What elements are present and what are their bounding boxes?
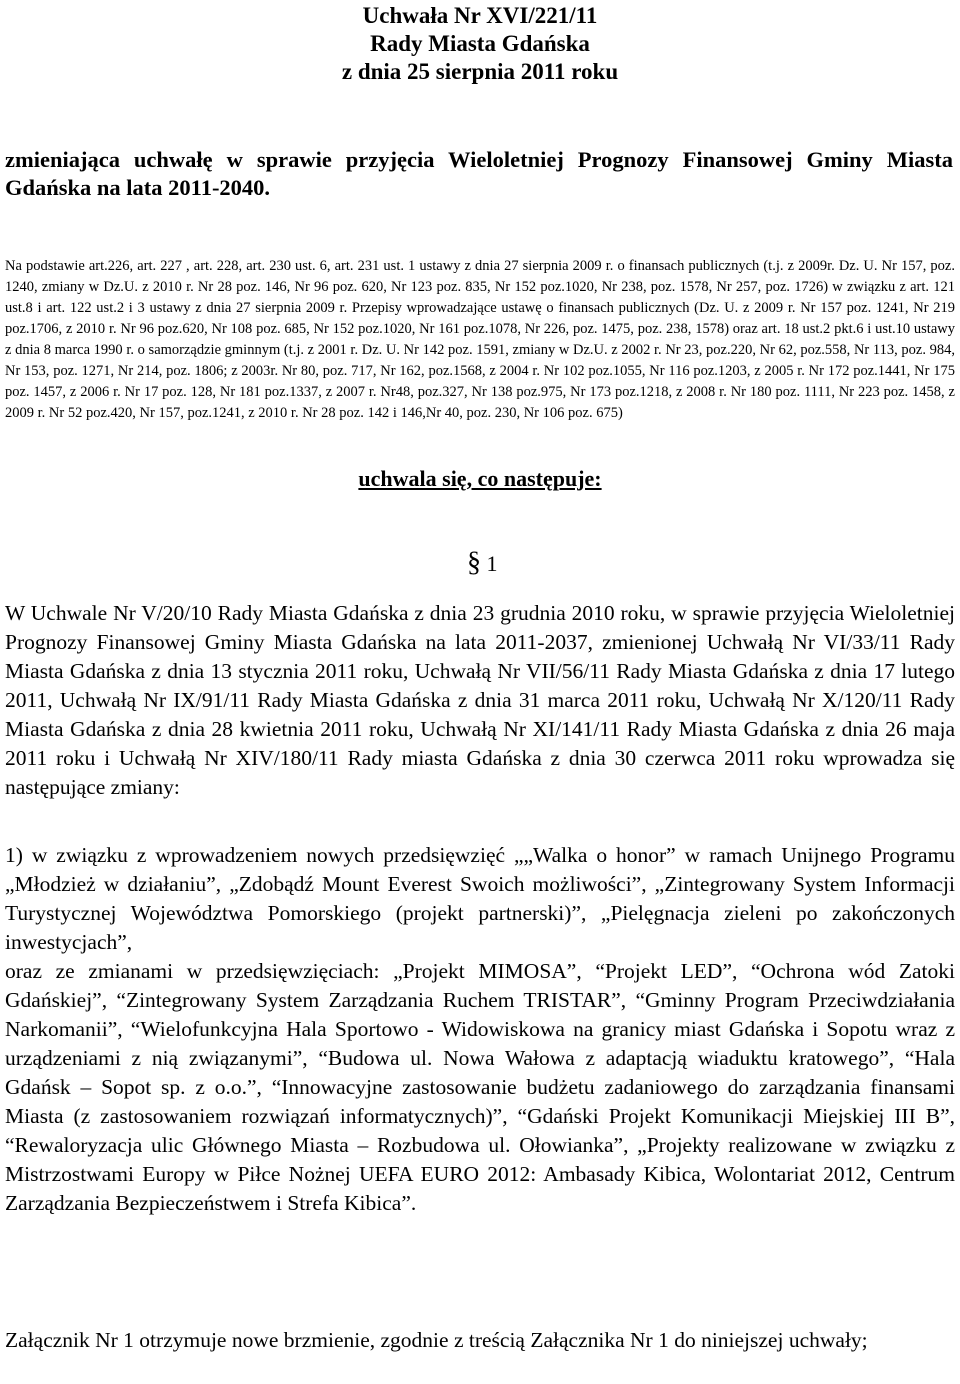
section-symbol: § bbox=[467, 547, 481, 578]
section-marker bbox=[467, 547, 498, 579]
section-number: 1 bbox=[486, 551, 498, 576]
change-item-new-projects: 1) w związku z wprowadzeniem nowych przedsięwzięć „„Walka o honor” w ramach Unijnego Programu „Młodzież w działaniu”, „Zdobądź Mount Everest Swoich możliwości”, „Zintegrowany System Informacji Turystycznej Województwa Pomorskiego (projekt partnerski)”, „Pielęgnacja zieleni po zakończonych inwestycjach”, bbox=[5, 843, 955, 954]
section-1-paragraph: W Uchwale Nr V/20/10 Rady Miasta Gdańska z dnia 23 grudnia 2010 roku, w sprawie przyjęcia Wieloletniej Prognozy Finansowej Gminy Miasta Gdańska na lata 2011-2037, zmienionej Uchwałą Nr VI/33/11 Rady Miasta Gdańska z dnia 13 stycznia 2011 roku, Uchwałą Nr VII/56/11 Rady Miasta Gdańska z dnia 17 lutego 2011, Uchwałą Nr IX/91/11 Rady Miasta Gdańska z dnia 31 marca 2011 roku, Uchwałą Nr X/120/11 Rady Miasta Gdańska z dnia 28 kwietnia 2011 roku, Uchwałą Nr XI/141/11 Rady Miasta Gdańska z dnia 26 maja 2011 roku i Uchwałą Nr XIV/180/11 Rady miasta Gdańska z dnia 30 czerwca 2011 roku wprowadza się następujące zmiany: bbox=[5, 601, 955, 799]
change-item-modified-projects: oraz ze zmianami w przedsięwzięciach: „Projekt MIMOSA”, “Projekt LED”, “Ochrona wód Zatoki Gdańskiej”, “Zintegrowany System Zarządzania Ruchem TRISTAR”, “Gminny Program Przeciwdziałania Narkomanii”, “Wielofunkcyjna Hala Sportowo - Widowiskowa na granicy miast Gdańska i Sopotu wraz z urządzeniami z nią związanymi”, “Budowa ul. Nowa Wałowa z adaptacją wiaduktu kratowego”, “Hala Gdańsk – Sopot sp. z o.o.”, “Innowacyjne zastosowanie budżetu zadaniowego do zarządzania finansami Miasta (z zastosowaniem rozwiązań informatycznych)”, “Gdański Projekt Komunikacji Miejskiej III B”, “Rewaloryzacja ulic Głównego Miasta – Rozbudowa ul. Ołowianka”, „Projekty realizowane w związku z Mistrzostwami Europy w Piłce Nożnej UEFA EURO 2012: Ambasady Kibica, Wolontariat 2012, Centrum Zarządzania Bezpieczeństwem i Strefa Kibica”. bbox=[5, 959, 955, 1215]
changes-list bbox=[5, 841, 955, 1218]
legal-basis-paragraph: Na podstawie art.226, art. 227 , art. 228, art. 230 ust. 6, art. 231 ust. 1 ustawy z dnia 27 sierpnia 2009 r. o finansach publicznych (t.j. z 2009r. Dz. U. Nr 157, poz. 1240, zmiany w Dz.U. z 2010 r. Nr 28 poz. 146, Nr 96 poz. 620, Nr 123 poz. 835, Nr 152 poz.1020, Nr 238, poz. 1578, Nr 257, poz. 1726) w związku z art. 121 ust.8 i art. 122 ust.2 i 3 ustawy z dnia 27 sierpnia 2009 r. Przepisy wprowadzające ustawę o finansach publicznych (Dz. U. z 2009 r. Nr 157 poz. 1241, Nr 219 poz.1706, z 2010 r. Nr 96 poz.620, Nr 108 poz. 685, Nr 152 poz.1020, Nr 161 poz.1078, Nr 226, poz. 1475, poz. 238, 1578) oraz art. 18 ust.2 pkt.6 i ust.10 ustawy z dnia 8 marca 1990 r. o samorządzie gminnym (t.j. z 2001 r. Dz. U. Nr 142 poz. 1591, zmiany w Dz.U. z 2002 r. Nr 23, poz.220, Nr 62, poz.558, Nr 113, poz. 984, Nr 153, poz. 1271, Nr 214, poz. 1806; z 2003r. Nr 80, poz. 717, Nr 162, poz.1568, z 2004 r. Nr 102 poz.1055, Nr 116 poz.1203, z 2005 r. Nr 172 poz.1441, Nr 175 poz. 1457, z 2006 r. Nr 17 poz. 128, Nr 181 poz.1337, z 2007 r. Nr48, poz.327, Nr 138 poz.975, Nr 173 poz.1218, z 2008 r. Nr 180 poz. 1111, Nr 223 poz. 1458, z 2009 r. Nr 52 poz.420, Nr 157, poz.1241, z 2010 r. Nr 28 poz. 142 i 146,Nr 40, poz. 230, Nr 106 poz. 675) bbox=[5, 258, 955, 421]
resolution-date-heading: z dnia 25 sierpnia 2011 roku bbox=[341, 59, 619, 84]
resolution-number-heading: Uchwała Nr XVI/221/11 bbox=[362, 3, 598, 28]
annex-paragraph: Załącznik Nr 1 otrzymuje nowe brzmienie, zgodnie z treścią Załącznika Nr 1 do niniejszej uchwały; bbox=[5, 1328, 868, 1352]
resolution-subject: zmieniająca uchwałę w sprawie przyjęcia Wieloletniej Prognozy Finansowej Gminy Miasta Gdańska na lata 2011-2040. bbox=[5, 147, 953, 200]
resolves-heading: uchwala się, co następuje: bbox=[358, 466, 602, 491]
council-name-heading: Rady Miasta Gdańska bbox=[370, 31, 590, 56]
